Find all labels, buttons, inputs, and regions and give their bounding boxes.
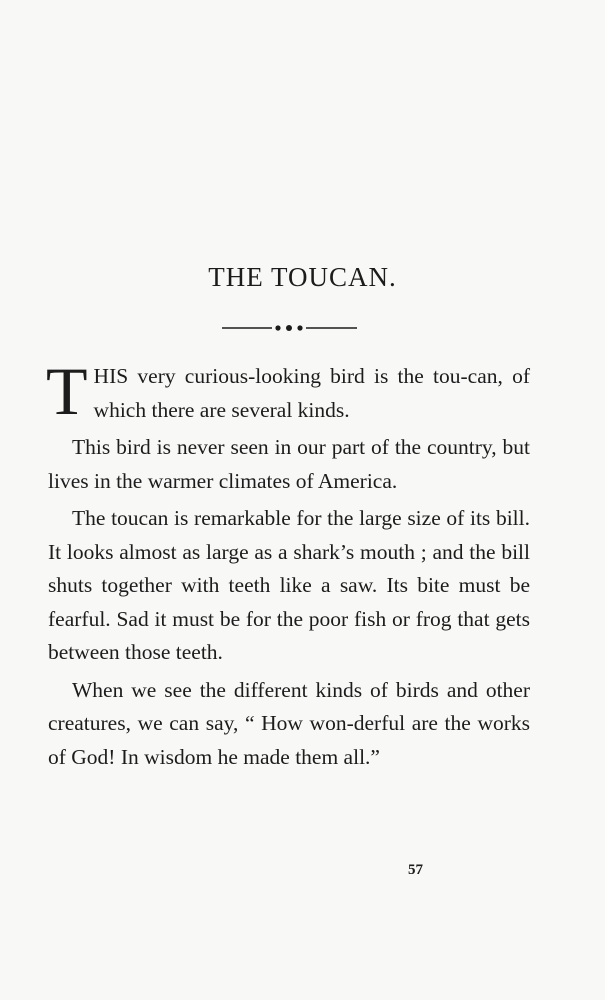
page-number: 57 [408, 862, 423, 878]
paragraph-4: When we see the different kinds of birds and other creatures, we can say, “ How won-derful are the works of God! In wisdom he made them all.” [48, 677, 530, 769]
body-text [46, 353, 530, 778]
drop-cap: T [46, 353, 88, 429]
title-ornament [222, 322, 357, 334]
paragraph-1 [46, 353, 530, 429]
chapter-title: THE TOUCAN. [208, 262, 397, 292]
paragraph-3: The toucan is remarkable for the large size of its bill. It looks almost as large as a shark’s mouth ; and the bill shuts together with teeth like a saw. Its bite must be fearful. Sad it must be for the poor fish or frog that gets between those teeth. [48, 506, 530, 664]
paragraph-2: This bird is never seen in our part of the country, but lives in the warmer climates of America. [48, 435, 530, 493]
paragraph-1-text: HIS very curious-looking bird is the tou-can, of which there are several kinds. [93, 364, 530, 422]
